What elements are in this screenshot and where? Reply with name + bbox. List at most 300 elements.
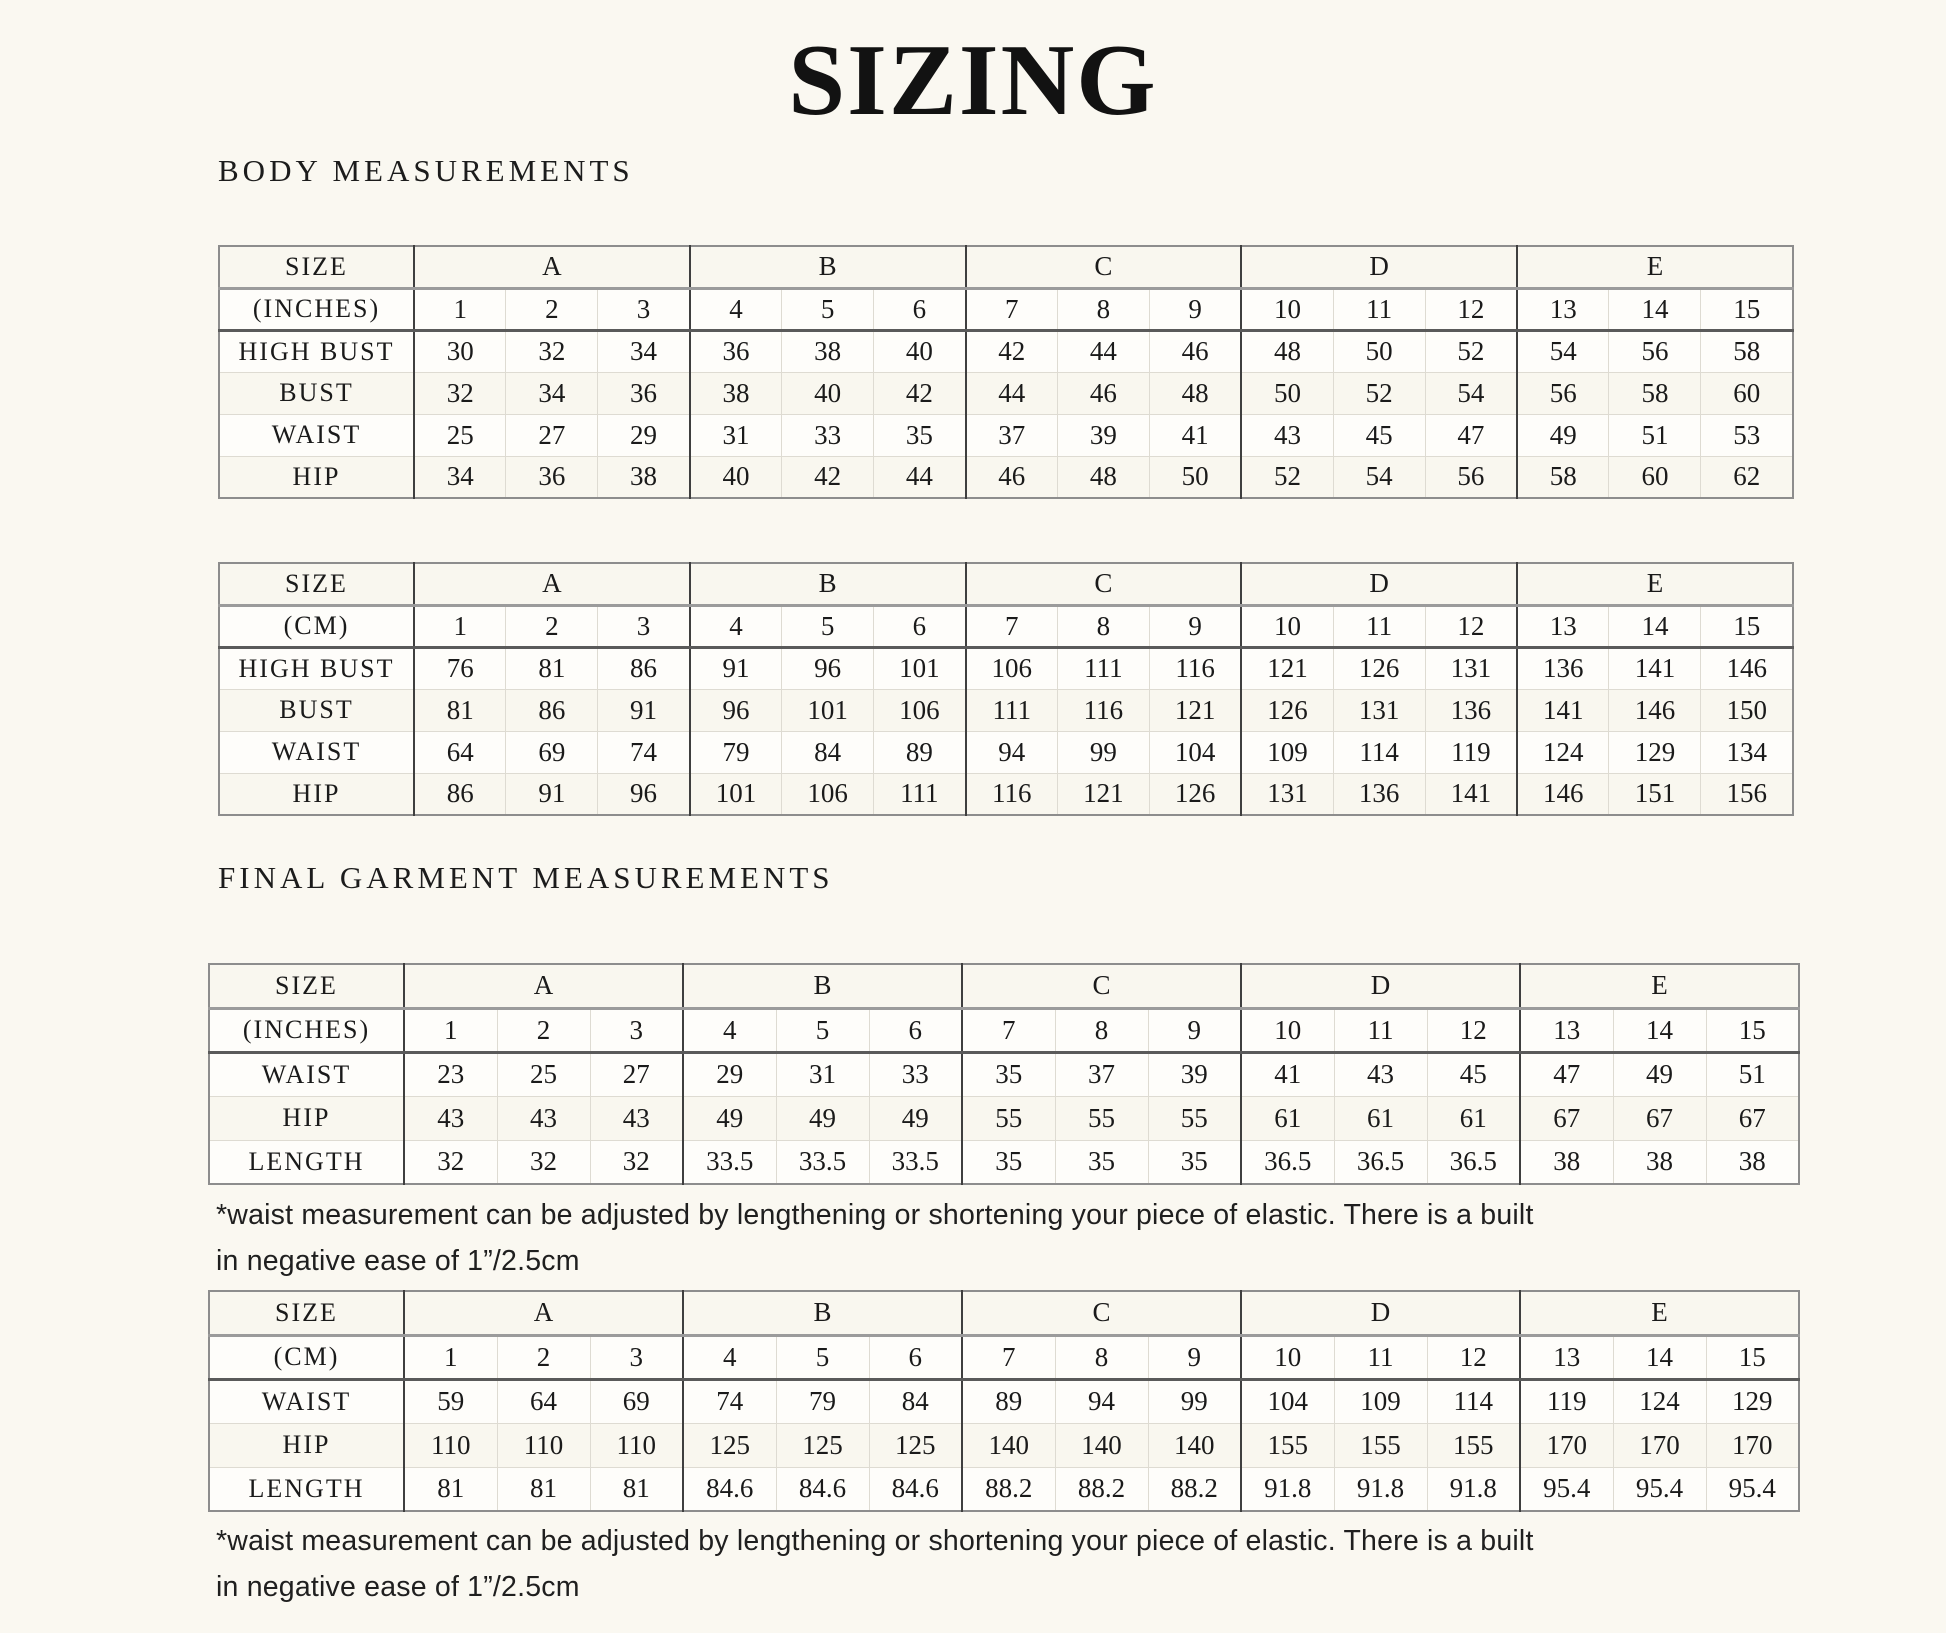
- measurement-value-cell: 136: [1333, 773, 1425, 815]
- body-measurements-heading: BODY MEASUREMENTS: [218, 153, 634, 188]
- measurement-value-cell: 59: [404, 1379, 497, 1423]
- measurement-value-cell: 140: [962, 1423, 1055, 1467]
- measurement-value-cell: 56: [1609, 330, 1701, 372]
- measurement-value-cell: 35: [1055, 1140, 1148, 1184]
- measurement-label-cell: WAIST: [209, 1379, 404, 1423]
- measurement-value-cell: 140: [1148, 1423, 1241, 1467]
- size-number-cell: 6: [874, 605, 966, 647]
- size-number-cell: 14: [1613, 1008, 1706, 1052]
- size-group-header-row: [219, 246, 1793, 288]
- size-number-cell: 12: [1425, 288, 1517, 330]
- measurement-value-cell: 50: [1241, 372, 1333, 414]
- size-group-cell: D: [1241, 246, 1517, 288]
- measurement-value-cell: 36: [598, 372, 690, 414]
- measurement-value-cell: 52: [1333, 372, 1425, 414]
- measurement-value-cell: 91: [690, 647, 782, 689]
- measurement-row: [219, 456, 1793, 498]
- measurement-value-cell: 155: [1241, 1423, 1334, 1467]
- size-corner-cell: SIZE: [219, 563, 414, 605]
- measurement-value-cell: 110: [404, 1423, 497, 1467]
- measurement-value-cell: 121: [1149, 689, 1241, 731]
- size-number-cell: 14: [1609, 605, 1701, 647]
- measurement-value-cell: 84.6: [869, 1467, 962, 1511]
- measurement-value-cell: 101: [874, 647, 966, 689]
- measurement-value-cell: 91: [598, 689, 690, 731]
- measurement-label-cell: BUST: [219, 689, 414, 731]
- measurement-value-cell: 94: [966, 731, 1058, 773]
- measurement-value-cell: 151: [1609, 773, 1701, 815]
- measurement-value-cell: 101: [782, 689, 874, 731]
- measurement-value-cell: 84.6: [776, 1467, 869, 1511]
- measurement-row: [219, 330, 1793, 372]
- measurement-value-cell: 43: [1334, 1052, 1427, 1096]
- measurement-value-cell: 55: [962, 1096, 1055, 1140]
- measurement-label-cell: LENGTH: [209, 1140, 404, 1184]
- measurement-value-cell: 62: [1701, 456, 1793, 498]
- measurement-value-cell: 67: [1706, 1096, 1799, 1140]
- size-number-cell: 9: [1148, 1008, 1241, 1052]
- measurement-value-cell: 125: [869, 1423, 962, 1467]
- size-group-header-row: [209, 1291, 1799, 1335]
- measurement-value-cell: 146: [1701, 647, 1793, 689]
- measurement-value-cell: 29: [683, 1052, 776, 1096]
- measurement-row: [219, 689, 1793, 731]
- measurement-value-cell: 84.6: [683, 1467, 776, 1511]
- measurement-value-cell: 91.8: [1427, 1467, 1520, 1511]
- measurement-row: [219, 773, 1793, 815]
- measurement-value-cell: 131: [1241, 773, 1333, 815]
- measurement-value-cell: 86: [598, 647, 690, 689]
- measurement-value-cell: 31: [776, 1052, 869, 1096]
- size-number-cell: 10: [1241, 288, 1333, 330]
- measurement-label-cell: HIP: [209, 1096, 404, 1140]
- measurement-value-cell: 33.5: [869, 1140, 962, 1184]
- measurement-label-cell: HIGH BUST: [219, 330, 414, 372]
- size-number-cell: 8: [1055, 1008, 1148, 1052]
- measurement-value-cell: 53: [1701, 414, 1793, 456]
- size-number-cell: 14: [1609, 288, 1701, 330]
- measurement-value-cell: 58: [1701, 330, 1793, 372]
- measurement-value-cell: 40: [782, 372, 874, 414]
- measurement-row: [209, 1096, 1799, 1140]
- measurement-value-cell: 40: [874, 330, 966, 372]
- measurement-value-cell: 61: [1427, 1096, 1520, 1140]
- measurement-value-cell: 27: [506, 414, 598, 456]
- measurement-row: [209, 1052, 1799, 1096]
- measurement-value-cell: 69: [506, 731, 598, 773]
- size-number-cell: 13: [1517, 288, 1609, 330]
- measurement-value-cell: 126: [1333, 647, 1425, 689]
- size-number-cell: 12: [1427, 1335, 1520, 1379]
- measurement-value-cell: 170: [1613, 1423, 1706, 1467]
- size-number-cell: 7: [966, 288, 1058, 330]
- measurement-value-cell: 91: [506, 773, 598, 815]
- size-number-cell: 10: [1241, 1335, 1334, 1379]
- measurement-row: [209, 1140, 1799, 1184]
- measurement-value-cell: 141: [1517, 689, 1609, 731]
- size-number-cell: 15: [1701, 288, 1793, 330]
- measurement-value-cell: 69: [590, 1379, 683, 1423]
- measurement-value-cell: 38: [1520, 1140, 1613, 1184]
- size-number-cell: 11: [1334, 1008, 1427, 1052]
- final-garment-measurements-heading: FINAL GARMENT MEASUREMENTS: [218, 860, 834, 895]
- measurement-value-cell: 99: [1148, 1379, 1241, 1423]
- measurement-value-cell: 67: [1520, 1096, 1613, 1140]
- measurement-value-cell: 46: [1149, 330, 1241, 372]
- measurement-value-cell: 41: [1241, 1052, 1334, 1096]
- size-number-row: [209, 1335, 1799, 1379]
- measurement-value-cell: 35: [962, 1052, 1055, 1096]
- unit-label-cell: (INCHES): [209, 1008, 404, 1052]
- measurement-value-cell: 32: [497, 1140, 590, 1184]
- measurement-value-cell: 36.5: [1334, 1140, 1427, 1184]
- measurement-value-cell: 58: [1609, 372, 1701, 414]
- size-number-cell: 5: [776, 1335, 869, 1379]
- measurement-value-cell: 43: [590, 1096, 683, 1140]
- footnote-line-1: *waist measurement can be adjusted by lengthening or shortening your piece of elastic. There is a built: [216, 1199, 1534, 1231]
- page-title: SIZING: [788, 24, 1158, 137]
- measurement-value-cell: 47: [1425, 414, 1517, 456]
- measurement-value-cell: 39: [1148, 1052, 1241, 1096]
- measurement-row: [209, 1423, 1799, 1467]
- measurement-value-cell: 38: [1613, 1140, 1706, 1184]
- measurement-value-cell: 37: [1055, 1052, 1148, 1096]
- measurement-row: [219, 731, 1793, 773]
- measurement-row: [219, 414, 1793, 456]
- measurement-value-cell: 39: [1057, 414, 1149, 456]
- size-number-cell: 6: [874, 288, 966, 330]
- measurement-value-cell: 33: [869, 1052, 962, 1096]
- measurement-value-cell: 116: [1057, 689, 1149, 731]
- measurement-value-cell: 43: [497, 1096, 590, 1140]
- size-number-cell: 15: [1701, 605, 1793, 647]
- measurement-value-cell: 91.8: [1241, 1467, 1334, 1511]
- measurement-value-cell: 33.5: [683, 1140, 776, 1184]
- measurement-value-cell: 23: [404, 1052, 497, 1096]
- size-number-cell: 12: [1425, 605, 1517, 647]
- measurement-value-cell: 55: [1148, 1096, 1241, 1140]
- measurement-value-cell: 88.2: [1148, 1467, 1241, 1511]
- measurement-value-cell: 29: [598, 414, 690, 456]
- size-number-cell: 6: [869, 1335, 962, 1379]
- measurement-value-cell: 38: [1706, 1140, 1799, 1184]
- size-number-cell: 9: [1149, 288, 1241, 330]
- measurement-value-cell: 49: [776, 1096, 869, 1140]
- measurement-value-cell: 74: [598, 731, 690, 773]
- measurement-value-cell: 106: [874, 689, 966, 731]
- size-number-cell: 4: [683, 1008, 776, 1052]
- size-number-cell: 4: [683, 1335, 776, 1379]
- size-number-cell: 11: [1333, 605, 1425, 647]
- size-number-cell: 9: [1148, 1335, 1241, 1379]
- measurement-value-cell: 110: [590, 1423, 683, 1467]
- measurement-value-cell: 44: [874, 456, 966, 498]
- measurement-value-cell: 136: [1517, 647, 1609, 689]
- measurement-value-cell: 124: [1517, 731, 1609, 773]
- measurement-value-cell: 119: [1425, 731, 1517, 773]
- size-number-cell: 7: [962, 1335, 1055, 1379]
- measurement-value-cell: 49: [683, 1096, 776, 1140]
- measurement-value-cell: 89: [962, 1379, 1055, 1423]
- measurement-value-cell: 125: [683, 1423, 776, 1467]
- measurement-value-cell: 121: [1241, 647, 1333, 689]
- measurement-value-cell: 44: [1057, 330, 1149, 372]
- measurement-value-cell: 79: [776, 1379, 869, 1423]
- unit-label-cell: (CM): [219, 605, 414, 647]
- size-number-row: [219, 288, 1793, 330]
- measurement-value-cell: 32: [404, 1140, 497, 1184]
- measurement-value-cell: 56: [1425, 456, 1517, 498]
- measurement-value-cell: 36: [690, 330, 782, 372]
- measurement-value-cell: 49: [1517, 414, 1609, 456]
- size-number-cell: 4: [690, 288, 782, 330]
- measurement-value-cell: 95.4: [1706, 1467, 1799, 1511]
- measurement-value-cell: 45: [1333, 414, 1425, 456]
- size-number-cell: 10: [1241, 605, 1333, 647]
- measurement-value-cell: 109: [1241, 731, 1333, 773]
- measurement-value-cell: 48: [1241, 330, 1333, 372]
- measurement-value-cell: 170: [1706, 1423, 1799, 1467]
- measurement-value-cell: 106: [966, 647, 1058, 689]
- size-number-cell: 12: [1427, 1008, 1520, 1052]
- size-group-cell: B: [683, 1291, 962, 1335]
- size-number-cell: 14: [1613, 1335, 1706, 1379]
- measurement-value-cell: 44: [966, 372, 1058, 414]
- measurement-value-cell: 47: [1520, 1052, 1613, 1096]
- measurement-value-cell: 50: [1333, 330, 1425, 372]
- measurement-value-cell: 121: [1057, 773, 1149, 815]
- measurement-value-cell: 96: [598, 773, 690, 815]
- measurement-value-cell: 48: [1149, 372, 1241, 414]
- measurement-value-cell: 27: [590, 1052, 683, 1096]
- size-number-cell: 3: [598, 288, 690, 330]
- measurement-value-cell: 33.5: [776, 1140, 869, 1184]
- measurement-value-cell: 86: [506, 689, 598, 731]
- measurement-value-cell: 114: [1427, 1379, 1520, 1423]
- size-group-cell: C: [962, 1291, 1241, 1335]
- measurement-value-cell: 64: [414, 731, 506, 773]
- measurement-value-cell: 136: [1425, 689, 1517, 731]
- size-corner-cell: SIZE: [209, 1291, 404, 1335]
- measurement-value-cell: 170: [1520, 1423, 1613, 1467]
- measurement-value-cell: 49: [1613, 1052, 1706, 1096]
- size-number-cell: 3: [590, 1335, 683, 1379]
- size-corner-cell: SIZE: [219, 246, 414, 288]
- size-number-cell: 11: [1333, 288, 1425, 330]
- size-group-cell: C: [962, 964, 1241, 1008]
- size-number-cell: 5: [782, 605, 874, 647]
- measurement-value-cell: 141: [1425, 773, 1517, 815]
- measurement-value-cell: 126: [1241, 689, 1333, 731]
- measurement-value-cell: 111: [874, 773, 966, 815]
- measurement-value-cell: 37: [966, 414, 1058, 456]
- size-group-cell: A: [404, 1291, 683, 1335]
- size-number-cell: 10: [1241, 1008, 1334, 1052]
- measurement-value-cell: 41: [1149, 414, 1241, 456]
- size-number-cell: 3: [590, 1008, 683, 1052]
- size-number-cell: 5: [782, 288, 874, 330]
- measurement-value-cell: 88.2: [1055, 1467, 1148, 1511]
- measurement-row: [219, 372, 1793, 414]
- size-number-cell: 3: [598, 605, 690, 647]
- size-group-header-row: [209, 964, 1799, 1008]
- measurement-value-cell: 81: [414, 689, 506, 731]
- measurement-value-cell: 81: [497, 1467, 590, 1511]
- size-number-cell: 5: [776, 1008, 869, 1052]
- size-number-cell: 8: [1057, 605, 1149, 647]
- measurement-value-cell: 42: [874, 372, 966, 414]
- size-number-cell: 1: [414, 605, 506, 647]
- measurement-value-cell: 140: [1055, 1423, 1148, 1467]
- measurement-value-cell: 54: [1333, 456, 1425, 498]
- size-group-cell: B: [683, 964, 962, 1008]
- measurement-row: [219, 647, 1793, 689]
- unit-label-cell: (CM): [209, 1335, 404, 1379]
- measurement-value-cell: 95.4: [1520, 1467, 1613, 1511]
- measurement-value-cell: 32: [414, 372, 506, 414]
- size-group-cell: D: [1241, 1291, 1520, 1335]
- measurement-value-cell: 126: [1149, 773, 1241, 815]
- measurement-value-cell: 61: [1241, 1096, 1334, 1140]
- size-group-cell: C: [966, 563, 1242, 605]
- size-number-cell: 1: [404, 1335, 497, 1379]
- measurement-value-cell: 34: [506, 372, 598, 414]
- measurement-value-cell: 52: [1425, 330, 1517, 372]
- measurement-value-cell: 104: [1149, 731, 1241, 773]
- measurement-value-cell: 89: [874, 731, 966, 773]
- size-number-cell: 2: [497, 1335, 590, 1379]
- measurement-value-cell: 45: [1427, 1052, 1520, 1096]
- measurement-value-cell: 74: [683, 1379, 776, 1423]
- measurement-value-cell: 116: [1149, 647, 1241, 689]
- size-number-cell: 15: [1706, 1335, 1799, 1379]
- measurement-value-cell: 114: [1333, 731, 1425, 773]
- measurement-value-cell: 110: [497, 1423, 590, 1467]
- measurement-value-cell: 52: [1241, 456, 1333, 498]
- measurement-value-cell: 38: [598, 456, 690, 498]
- measurement-value-cell: 84: [782, 731, 874, 773]
- measurement-row: [209, 1467, 1799, 1511]
- body-measurements-cm-table: [218, 562, 1794, 816]
- measurement-value-cell: 131: [1425, 647, 1517, 689]
- measurement-label-cell: BUST: [219, 372, 414, 414]
- measurement-value-cell: 38: [782, 330, 874, 372]
- measurement-value-cell: 31: [690, 414, 782, 456]
- measurement-value-cell: 54: [1425, 372, 1517, 414]
- measurement-value-cell: 116: [966, 773, 1058, 815]
- size-number-cell: 2: [506, 288, 598, 330]
- measurement-value-cell: 131: [1333, 689, 1425, 731]
- size-number-cell: 13: [1517, 605, 1609, 647]
- measurement-value-cell: 35: [874, 414, 966, 456]
- measurement-label-cell: HIP: [219, 773, 414, 815]
- unit-label-cell: (INCHES): [219, 288, 414, 330]
- measurement-value-cell: 155: [1427, 1423, 1520, 1467]
- measurement-value-cell: 25: [414, 414, 506, 456]
- size-group-cell: A: [404, 964, 683, 1008]
- measurement-value-cell: 111: [1057, 647, 1149, 689]
- size-group-cell: E: [1520, 1291, 1799, 1335]
- measurement-value-cell: 64: [497, 1379, 590, 1423]
- footnote-line-2: in negative ease of 1”/2.5cm: [216, 1571, 580, 1603]
- size-group-cell: E: [1517, 563, 1793, 605]
- measurement-value-cell: 129: [1706, 1379, 1799, 1423]
- measurement-value-cell: 40: [690, 456, 782, 498]
- measurement-value-cell: 86: [414, 773, 506, 815]
- measurement-label-cell: WAIST: [219, 731, 414, 773]
- size-group-header-row: [219, 563, 1793, 605]
- measurement-value-cell: 141: [1609, 647, 1701, 689]
- measurement-value-cell: 42: [966, 330, 1058, 372]
- size-number-cell: 1: [404, 1008, 497, 1052]
- measurement-value-cell: 61: [1334, 1096, 1427, 1140]
- size-number-row: [219, 605, 1793, 647]
- measurement-value-cell: 81: [404, 1467, 497, 1511]
- measurement-value-cell: 46: [1057, 372, 1149, 414]
- measurement-value-cell: 96: [782, 647, 874, 689]
- measurement-value-cell: 81: [590, 1467, 683, 1511]
- footnote-line-1: *waist measurement can be adjusted by lengthening or shortening your piece of elastic. There is a built: [216, 1525, 1534, 1557]
- size-group-cell: B: [690, 246, 966, 288]
- measurement-value-cell: 36.5: [1427, 1140, 1520, 1184]
- measurement-value-cell: 51: [1609, 414, 1701, 456]
- measurement-label-cell: WAIST: [219, 414, 414, 456]
- measurement-value-cell: 55: [1055, 1096, 1148, 1140]
- measurement-value-cell: 38: [690, 372, 782, 414]
- size-group-cell: B: [690, 563, 966, 605]
- size-group-cell: D: [1241, 964, 1520, 1008]
- measurement-value-cell: 56: [1517, 372, 1609, 414]
- measurement-value-cell: 46: [966, 456, 1058, 498]
- measurement-value-cell: 48: [1057, 456, 1149, 498]
- measurement-value-cell: 32: [590, 1140, 683, 1184]
- measurement-label-cell: HIP: [219, 456, 414, 498]
- measurement-value-cell: 35: [962, 1140, 1055, 1184]
- size-group-cell: C: [966, 246, 1242, 288]
- measurement-value-cell: 84: [869, 1379, 962, 1423]
- measurement-value-cell: 101: [690, 773, 782, 815]
- size-number-cell: 8: [1057, 288, 1149, 330]
- measurement-label-cell: HIP: [209, 1423, 404, 1467]
- size-number-cell: 6: [869, 1008, 962, 1052]
- size-number-cell: 13: [1520, 1008, 1613, 1052]
- measurement-value-cell: 155: [1334, 1423, 1427, 1467]
- size-number-cell: 7: [966, 605, 1058, 647]
- size-number-cell: 2: [497, 1008, 590, 1052]
- measurement-value-cell: 134: [1701, 731, 1793, 773]
- measurement-value-cell: 124: [1613, 1379, 1706, 1423]
- measurement-value-cell: 91.8: [1334, 1467, 1427, 1511]
- measurement-value-cell: 99: [1057, 731, 1149, 773]
- measurement-value-cell: 30: [414, 330, 506, 372]
- measurement-value-cell: 146: [1517, 773, 1609, 815]
- size-number-row: [209, 1008, 1799, 1052]
- size-number-cell: 11: [1334, 1335, 1427, 1379]
- size-number-cell: 13: [1520, 1335, 1613, 1379]
- size-number-cell: 8: [1055, 1335, 1148, 1379]
- size-group-cell: D: [1241, 563, 1517, 605]
- measurement-value-cell: 42: [782, 456, 874, 498]
- size-number-cell: 2: [506, 605, 598, 647]
- measurement-value-cell: 33: [782, 414, 874, 456]
- measurement-value-cell: 36: [506, 456, 598, 498]
- measurement-value-cell: 54: [1517, 330, 1609, 372]
- measurement-value-cell: 35: [1148, 1140, 1241, 1184]
- measurement-value-cell: 125: [776, 1423, 869, 1467]
- body-measurements-inches-table: [218, 245, 1794, 499]
- measurement-label-cell: HIGH BUST: [219, 647, 414, 689]
- measurement-value-cell: 60: [1701, 372, 1793, 414]
